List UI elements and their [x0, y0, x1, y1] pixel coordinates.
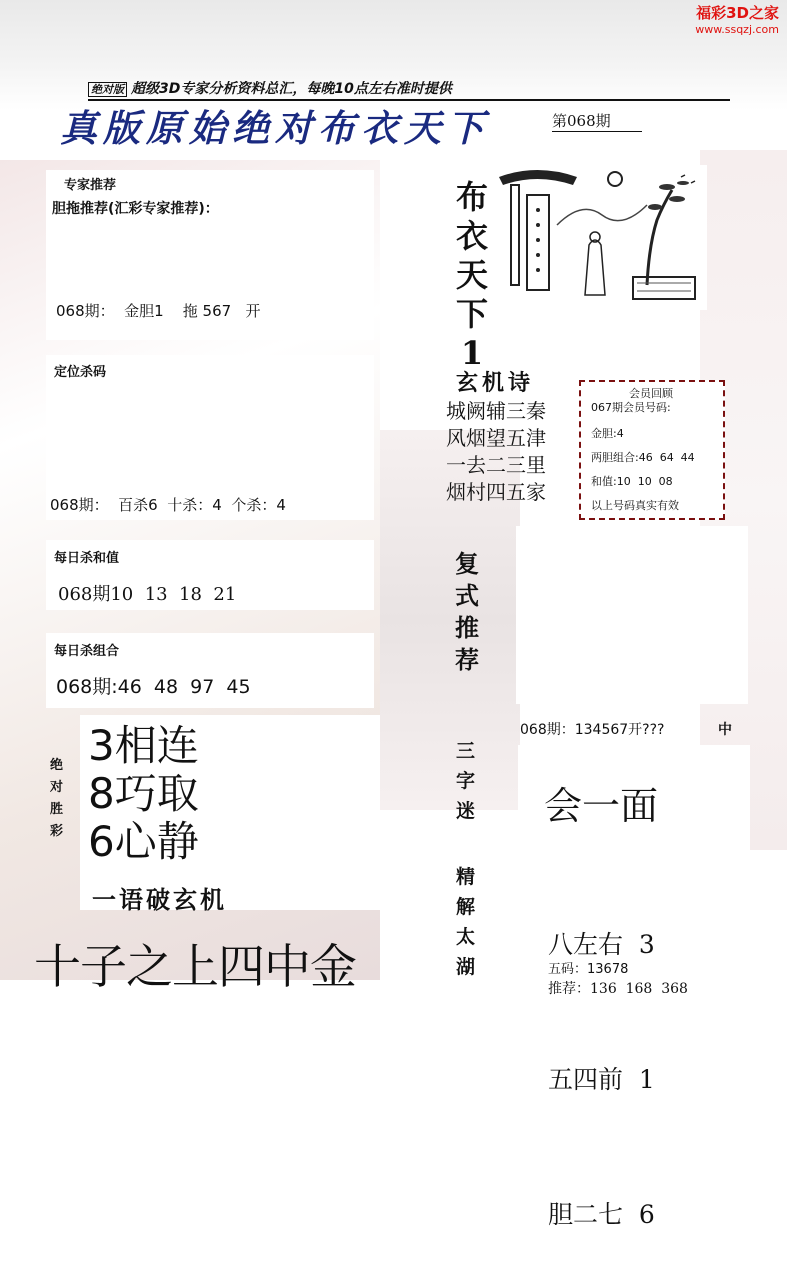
- riddle-char: 迷: [456, 800, 476, 822]
- combo-line: 068期:46 48 97 45: [56, 676, 251, 698]
- sum-heading: 每日杀和值: [54, 551, 120, 566]
- poem-line: 城阙辅三秦: [446, 399, 546, 423]
- member-review-box: [579, 380, 725, 520]
- position-heading: 定位杀码: [54, 365, 107, 380]
- compound-char: 荐: [455, 645, 479, 674]
- absolute-line: 6心静: [88, 817, 199, 866]
- poem-line: 烟村四五家: [446, 480, 546, 504]
- absolute-caption: 一语破玄机: [92, 885, 227, 914]
- buyi-char: 下: [456, 295, 489, 333]
- buyi-vertical-title: [456, 178, 488, 373]
- poem-lines: [446, 398, 546, 506]
- page-title: 真版原始绝对布衣天下: [60, 106, 490, 150]
- compound-vertical-label: [455, 548, 479, 676]
- riddle-line: 胆二七 6: [548, 1200, 655, 1229]
- absolute-line: 8巧取: [88, 769, 199, 818]
- side-char: 对: [50, 780, 64, 795]
- member-pairs: 两胆组合:46 64 44: [591, 451, 695, 464]
- compound-char: 推: [455, 613, 479, 642]
- riddle-recommend: 推荐：136 168 368: [548, 981, 688, 997]
- absolute-line: 3相连: [88, 721, 199, 770]
- big-phrase: 十子之上四中金: [34, 940, 356, 995]
- position-line: 068期： 百杀6 十杀：4 个杀：4: [50, 496, 286, 514]
- riddle-char: 三: [456, 740, 476, 762]
- riddle-char: 字: [456, 770, 476, 792]
- brand-name: 福彩3D之家: [696, 4, 779, 22]
- riddle-line: 五四前 1: [548, 1065, 655, 1094]
- riddle-char: 解: [456, 896, 476, 918]
- buyi-char: 衣: [456, 217, 489, 255]
- dantuo-label: 胆拖推荐(汇彩专家推荐)：: [52, 201, 219, 217]
- compound-hit: 中: [718, 722, 732, 738]
- combo-heading: 每日杀组合: [54, 644, 120, 659]
- ink-scene-illustration: [497, 165, 707, 310]
- poem-line: 一去二三里: [446, 453, 546, 477]
- sum-line: 068期10 13 18 21: [58, 584, 237, 605]
- subtitle-text: 超级3D专家分析资料总汇，每晚10点左右准时提供: [131, 81, 452, 97]
- riddle-solve-label: [456, 862, 475, 982]
- brand-url[interactable]: www.ssqzj.com: [695, 23, 779, 36]
- side-char: 绝: [50, 758, 64, 773]
- compound-char: 式: [455, 581, 479, 610]
- side-char: 胜: [50, 802, 64, 817]
- riddle-char: 湖: [456, 956, 476, 978]
- compound-line: 068期：134567开???: [520, 722, 665, 738]
- absolute-side-label: [50, 755, 63, 843]
- riddle-title: 会一面: [544, 784, 659, 828]
- expert-heading: 专家推荐: [64, 178, 117, 193]
- buyi-char: 布: [456, 178, 489, 216]
- edition-tag: 绝对版: [88, 82, 127, 97]
- member-note: 以上号码真实有效: [591, 499, 679, 512]
- riddle-line: 八左右 3: [548, 930, 655, 959]
- riddle-char: 精: [456, 866, 476, 888]
- member-sum: 和值:10 10 08: [591, 475, 673, 488]
- issue-number: 第068期: [552, 110, 642, 132]
- member-title: 会员回顾: [629, 387, 673, 400]
- member-gold: 金胆:4: [591, 427, 624, 440]
- poem-line: 风烟望五津: [446, 426, 546, 450]
- riddle-lines: [548, 832, 655, 1282]
- compound-char: 复: [455, 549, 479, 578]
- riddle-char: 太: [456, 926, 476, 948]
- dantuo-line: 068期： 金胆1 拖 567 开: [56, 302, 261, 320]
- side-char: 彩: [50, 824, 64, 839]
- absolute-lines: [88, 722, 199, 866]
- member-issue-line: 067期会员号码:: [591, 401, 671, 414]
- buyi-char: 1: [460, 334, 484, 372]
- buyi-char: 天: [456, 256, 489, 294]
- five-code: 五码：13678: [548, 962, 629, 977]
- brand-block[interactable]: [695, 2, 779, 36]
- riddle-vertical-label: [456, 736, 475, 826]
- poem-heading: 玄机诗: [456, 370, 535, 396]
- compound-panel: [516, 526, 748, 704]
